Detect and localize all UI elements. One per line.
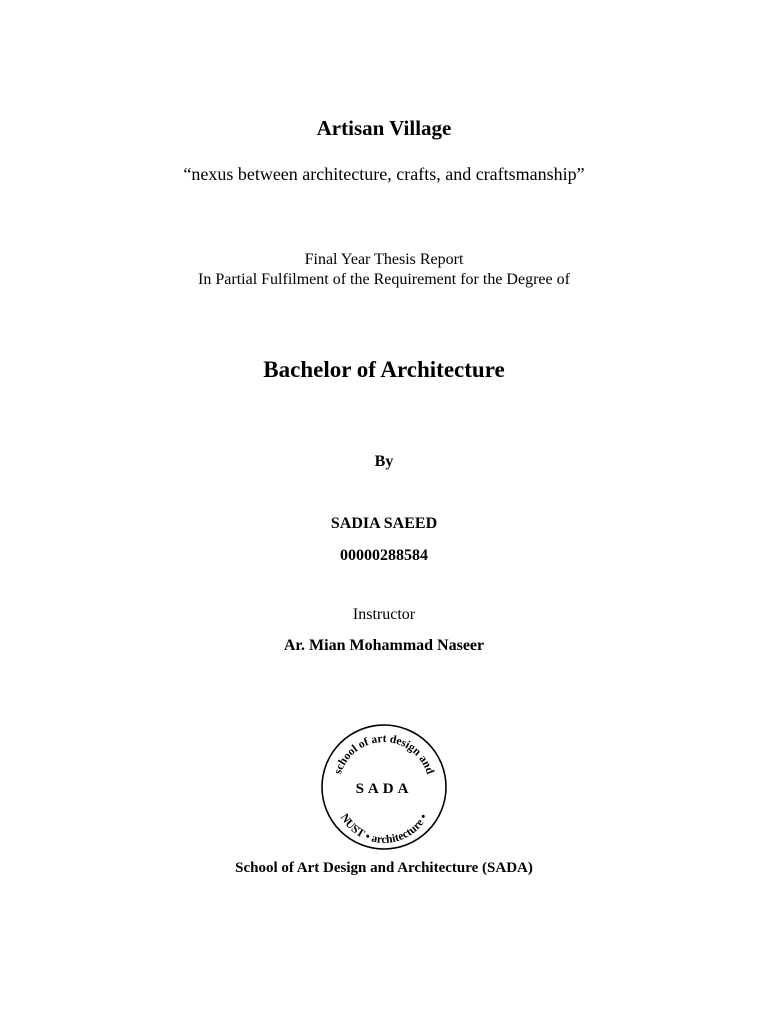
degree-name: Bachelor of Architecture <box>263 357 505 382</box>
document-subtitle: “nexus between architecture, crafts, and craftsmanship” <box>183 164 585 184</box>
school-name: School of Art Design and Architecture (SADA) <box>235 860 533 876</box>
seal-graphic <box>319 722 449 852</box>
report-type: Final Year Thesis Report <box>304 251 464 268</box>
fulfilment-statement: In Partial Fulfilment of the Requirement for the Degree of <box>198 271 570 288</box>
seal-ring-text-lower: NUST • architecture • <box>337 811 431 847</box>
sada-seal-logo <box>319 722 449 852</box>
by-label: By <box>374 453 394 470</box>
instructor-name: Ar. Mian Mohammad Naseer <box>283 637 485 654</box>
seal-ring-text-upper: school of art design and <box>332 732 436 776</box>
instructor-label: Instructor <box>352 606 416 623</box>
seal-center-text: SADA <box>355 781 413 797</box>
document-title: Artisan Village <box>316 116 452 140</box>
author-name: SADIA SAEED <box>330 515 438 532</box>
author-id: 00000288584 <box>340 547 428 564</box>
